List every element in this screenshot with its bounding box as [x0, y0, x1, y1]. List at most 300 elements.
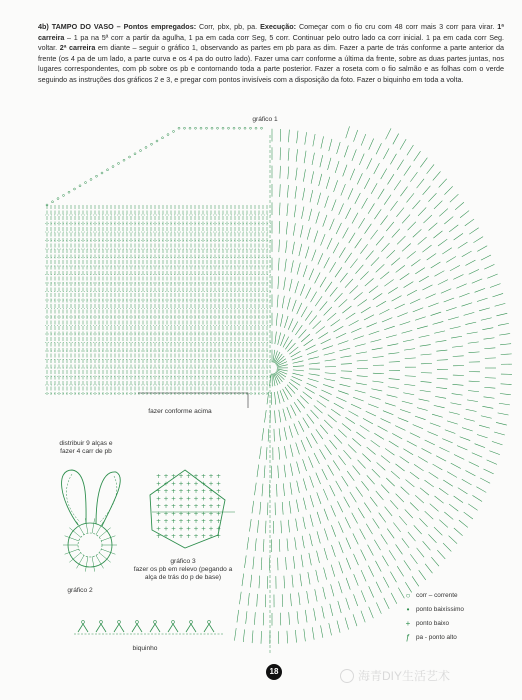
stitch-mark	[264, 465, 265, 478]
watermark	[340, 667, 450, 684]
stitch-mark: +	[171, 488, 177, 495]
stitch-mark	[337, 142, 341, 154]
chain-mark	[151, 143, 153, 145]
chain-mark	[217, 127, 219, 129]
stitch-mark	[431, 557, 439, 566]
chain-mark	[112, 166, 114, 168]
stitch-mark	[433, 464, 443, 470]
stitch-mark	[400, 456, 409, 463]
stitch-mark	[500, 394, 511, 395]
stitch-mark: +	[171, 473, 177, 480]
picot-mark	[204, 624, 214, 632]
stitch-mark	[355, 193, 361, 204]
stitch-mark	[65, 549, 79, 554]
stitch-mark	[348, 444, 356, 452]
stitch-mark	[433, 321, 444, 324]
stitch-mark	[373, 293, 382, 299]
stitch-mark	[472, 495, 482, 501]
stitch-mark	[304, 339, 313, 346]
stitch-mark	[410, 554, 417, 564]
stitch-mark	[279, 447, 280, 460]
stitch-mark	[284, 277, 286, 289]
graph3-label: gráfico 3	[170, 558, 196, 565]
stitch-mark	[307, 414, 314, 424]
stitch-mark	[300, 574, 302, 586]
stitch-mark	[268, 429, 269, 442]
stitch-mark	[259, 576, 260, 589]
chain-mark	[184, 127, 186, 129]
stitch-mark	[435, 340, 446, 342]
stitch-mark	[484, 397, 495, 398]
stitch-mark	[321, 625, 323, 637]
stitch-mark	[410, 433, 420, 438]
stitch-mark	[445, 430, 456, 434]
stitch-mark	[364, 315, 374, 320]
legend-row	[400, 616, 520, 630]
stitch-mark	[372, 348, 383, 350]
stitch-mark	[289, 501, 291, 514]
stitch-mark	[333, 460, 340, 470]
chain-mark	[140, 150, 142, 152]
stitch-mark	[390, 201, 397, 211]
stitch-mark	[296, 168, 298, 181]
stitch-mark	[343, 165, 347, 177]
row2-text: em diante – seguir o gráfico 1, observando as partes em pb para as dim. Fazer a parte de trás conforme a parte anterior da frente (os 4 pa de um lado, a parte curva e os 4 pa do outro lado). Fazer uma carr conforme a última da frente, sobre as duas partes juntas, nos lugares correspondentes, com pb sobre os pb e contornando toda a parte posterior. Fazer a roseta com o fio salmão e as folhas com o verde seguindo as instruções dos gráficos 2 e 3, e pregar com pontos invisíveis com a disposição da foto. Fazer o biquinho em toda a volta.	[38, 43, 504, 84]
stitch-mark	[278, 258, 279, 271]
stitch-mark	[384, 195, 391, 205]
stitch-mark	[455, 202, 464, 210]
stitch-mark	[436, 456, 446, 461]
stitch-mark	[373, 518, 380, 528]
stitch-mark	[305, 246, 309, 258]
stitch-mark	[285, 259, 287, 272]
stitch-mark	[376, 236, 384, 245]
chain-mark	[85, 182, 87, 184]
stitch-mark	[353, 554, 358, 565]
stitch-mark	[274, 392, 275, 405]
chain-mark	[129, 156, 131, 158]
stitch-mark	[417, 326, 428, 329]
stitch-mark	[499, 403, 510, 405]
stitch-mark	[337, 621, 340, 633]
stitch-mark	[315, 272, 321, 283]
stitch-mark	[321, 339, 331, 344]
stitch-mark	[408, 532, 416, 541]
stitch-mark	[447, 421, 458, 424]
stitch-mark	[354, 574, 359, 586]
stitch-mark	[320, 301, 328, 310]
stitch-mark	[434, 527, 442, 535]
stitch-mark	[335, 267, 342, 277]
stitch-mark	[376, 491, 384, 500]
stitch-mark	[315, 296, 322, 306]
stitch-mark	[375, 561, 381, 572]
stitch-mark	[317, 531, 320, 543]
picot-mark	[136, 621, 139, 624]
chain-mark	[134, 153, 136, 155]
stitch-mark: +	[208, 518, 214, 525]
stitch-mark	[351, 404, 361, 409]
stitch-mark	[261, 631, 262, 644]
stitch-mark	[92, 518, 95, 533]
stitch-mark	[371, 440, 380, 447]
stitch-mark	[410, 503, 418, 511]
stitch-mark	[374, 433, 384, 439]
stitch-mark	[293, 556, 294, 569]
stitch-mark	[304, 151, 306, 163]
stitch-mark	[384, 598, 389, 609]
stitch-mark	[448, 317, 459, 320]
stitch-mark	[287, 297, 290, 309]
stitch-mark	[404, 384, 415, 385]
stitch-mark	[301, 334, 310, 342]
stitch-mark	[420, 158, 427, 168]
stitch-mark	[312, 153, 314, 165]
stitch-mark	[331, 409, 340, 416]
chain-mark	[250, 127, 252, 129]
stitch-mark	[305, 311, 312, 321]
stitch-mark	[357, 173, 362, 184]
stitch-mark	[476, 487, 486, 493]
stitch-mark	[354, 594, 358, 606]
stitch-mark	[296, 500, 298, 512]
stitch-mark	[85, 557, 88, 572]
stitch-mark	[340, 273, 347, 282]
stitch-mark	[311, 433, 317, 443]
stitch-mark	[377, 462, 386, 470]
stitch-mark	[374, 163, 380, 174]
stitch-mark	[346, 126, 350, 138]
stitch-mark	[381, 243, 389, 252]
stitch-mark	[243, 629, 244, 642]
stitch-mark	[339, 348, 350, 351]
stitch-mark	[442, 439, 452, 443]
stitch-mark	[423, 215, 431, 223]
stitch-mark	[428, 193, 436, 202]
stitch-mark	[413, 425, 423, 429]
stitch-mark	[345, 417, 355, 423]
stitch-mark	[405, 358, 416, 359]
stitch-mark	[293, 366, 304, 367]
stitch-mark: +	[178, 533, 184, 540]
stitch-mark	[249, 519, 251, 531]
stitch-mark	[363, 418, 373, 423]
stitch-mark	[288, 130, 289, 143]
stitch-mark	[328, 415, 337, 422]
stitch-mark	[477, 246, 487, 252]
stitch-mark	[303, 478, 306, 490]
stitch-mark	[331, 584, 334, 596]
stitch-mark	[311, 292, 317, 302]
stitch-mark	[464, 312, 475, 315]
stitch-mark: +	[216, 533, 222, 540]
stitch-mark	[324, 257, 330, 268]
chain-mark	[57, 198, 59, 200]
stitch-mark: +	[171, 518, 177, 525]
stitch-mark	[370, 396, 381, 399]
stitch-mark	[294, 402, 301, 412]
row1-label: 1ª carreira	[38, 22, 504, 42]
stitch-mark	[414, 464, 423, 470]
stitch-mark	[257, 465, 259, 477]
graph2-diagram	[62, 470, 121, 572]
stitch-mark	[386, 128, 391, 139]
stitch-mark	[441, 289, 451, 294]
stitch-mark	[378, 189, 384, 199]
graph1-diagram	[45, 126, 512, 655]
stitch-mark	[374, 209, 381, 219]
stitch-mark	[465, 260, 475, 265]
stitch-mark	[297, 611, 298, 624]
stitch-mark	[481, 416, 492, 418]
stitch-mark	[346, 578, 350, 590]
stitch-mark	[284, 316, 288, 328]
stitch-mark	[362, 454, 370, 462]
stitch-mark	[397, 160, 403, 170]
stitch-mark: +	[193, 533, 199, 540]
stitch-mark	[338, 521, 343, 532]
stitch-mark	[346, 313, 356, 319]
stitch-mark	[331, 545, 335, 557]
stitch-mark	[444, 186, 452, 194]
stitch-mark	[413, 229, 422, 237]
stitch-mark: +	[178, 510, 184, 518]
stitch-mark: +	[171, 533, 177, 540]
stitch-mark	[364, 503, 371, 513]
stitch-mark	[324, 420, 332, 428]
stitch-mark: +	[201, 510, 207, 518]
stitch-mark	[433, 171, 441, 180]
stitch-mark	[306, 288, 311, 299]
stitch-mark	[279, 428, 280, 441]
stitch-mark	[399, 516, 407, 525]
stitch-mark	[403, 339, 414, 341]
stitch-mark	[402, 330, 413, 333]
stitch-mark: +	[163, 510, 169, 518]
stitch-mark	[358, 299, 367, 306]
stitch-mark: +	[201, 533, 207, 540]
stitch-mark	[307, 383, 317, 387]
stitch-mark	[299, 244, 302, 256]
stitch-mark	[451, 463, 461, 468]
stitch-mark	[303, 392, 312, 399]
stitch-mark	[350, 259, 357, 268]
stitch-mark	[300, 396, 308, 404]
stitch-mark	[368, 404, 378, 408]
stitch-mark: +	[178, 488, 184, 495]
stitch-mark	[407, 193, 415, 202]
stitch-mark	[419, 399, 430, 401]
stitch-mark	[425, 440, 435, 445]
stitch-mark	[501, 384, 512, 385]
stitch-mark	[310, 515, 313, 527]
stitch-mark	[283, 409, 286, 421]
stitch-mark: +	[186, 525, 192, 533]
chain-mark	[74, 188, 76, 190]
stitch-mark	[96, 555, 104, 568]
stitch-mark	[352, 438, 361, 446]
picot-mark	[168, 624, 178, 632]
chain-mark	[173, 130, 175, 132]
picot-mark	[118, 621, 121, 624]
stitch-mark	[442, 248, 452, 254]
chain-mark	[239, 127, 241, 129]
stitch-mark: +	[193, 503, 199, 510]
stitch-mark	[342, 306, 351, 313]
chain-mark	[101, 172, 103, 174]
stitch-mark	[373, 373, 384, 374]
stitch-mark	[303, 418, 309, 428]
stitch-mark	[481, 318, 492, 320]
stitch-mark	[306, 345, 316, 350]
stitch-mark	[247, 537, 249, 549]
legend-row	[400, 630, 520, 644]
stitch-mark	[322, 346, 332, 350]
stitch-mark	[338, 341, 349, 345]
picot-mark	[114, 624, 124, 632]
stitch-mark	[284, 465, 286, 478]
stitch-mark	[353, 336, 364, 340]
stitch-mark	[361, 611, 365, 623]
stitch-mark: +	[216, 503, 222, 510]
stitch-mark	[496, 422, 507, 425]
stitch-mark	[295, 537, 297, 550]
stitch-mark: +	[186, 503, 192, 510]
stitch-mark	[368, 203, 374, 213]
stitch-mark	[437, 360, 448, 361]
stitch-mark	[338, 391, 349, 395]
stitch-mark	[424, 480, 433, 487]
stitch-mark	[434, 405, 445, 407]
stitch-mark	[383, 577, 389, 588]
stitch-mark	[410, 299, 420, 304]
stitch-mark	[436, 387, 447, 388]
stitch-mark	[316, 212, 320, 224]
legend-text: ponto baixo	[416, 619, 450, 627]
stitch-mark: +	[216, 473, 222, 480]
stitch-mark	[356, 352, 367, 354]
stitch-mark	[390, 500, 398, 509]
stitch-mark	[307, 591, 309, 603]
stitch-mark	[362, 198, 368, 209]
stitch-mark	[264, 410, 266, 422]
stitch-mark	[319, 449, 325, 459]
stitch-mark	[444, 217, 453, 224]
stitch-mark	[301, 307, 307, 318]
stitch-mark	[282, 594, 283, 607]
stitch-mark	[423, 541, 431, 550]
stitch-mark	[301, 440, 306, 451]
stitch-mark	[309, 269, 314, 280]
stitch-mark	[325, 360, 336, 361]
page-number: 18	[266, 664, 282, 680]
picot-mark	[150, 624, 160, 632]
stitch-mark	[456, 284, 466, 288]
stitch-mark	[286, 557, 287, 570]
stitch-mark	[402, 401, 413, 404]
stitch-mark	[381, 485, 389, 494]
stitch-mark	[312, 627, 314, 639]
stitch-mark	[351, 328, 361, 333]
chain-mark	[123, 159, 125, 161]
stitch-mark	[434, 331, 445, 333]
stitch-mark: +	[163, 495, 169, 503]
stitch-mark	[370, 497, 377, 507]
stitch-mark	[290, 463, 292, 475]
stitch-mark	[402, 538, 409, 548]
stitch-mark	[261, 557, 262, 570]
stitch-mark	[420, 488, 429, 495]
stitch-mark	[388, 287, 398, 293]
stitch-mark	[310, 476, 314, 488]
stitch-mark	[438, 280, 448, 285]
stitch-mark	[387, 344, 398, 346]
stitch-mark	[371, 257, 379, 265]
stitch-mark	[407, 290, 417, 295]
stitch-mark	[417, 548, 424, 557]
leaf-loop	[100, 476, 117, 522]
stitch-mark	[383, 411, 393, 415]
stitch-mark	[292, 300, 296, 312]
stitch-mark	[429, 472, 439, 478]
stitch-mark: +	[186, 480, 192, 488]
stitch-mark: +	[201, 488, 207, 495]
stitch-mark	[246, 611, 247, 624]
stitch-mark	[308, 456, 313, 467]
legend-text: pa - ponto alto	[416, 633, 457, 641]
stitch-mark	[396, 208, 404, 217]
biquinho-diagram	[74, 621, 224, 634]
stitch-mark: +	[186, 488, 192, 495]
stitch-mark	[400, 321, 411, 325]
stitch-mark	[329, 440, 336, 449]
stitch-mark	[435, 396, 446, 398]
stitch-mark	[263, 539, 264, 552]
stitch-mark	[335, 161, 339, 173]
stitch-mark	[343, 228, 349, 239]
stitch-mark: +	[186, 518, 192, 525]
stitch-mark	[374, 540, 380, 550]
stitch-mark	[310, 190, 313, 202]
stitch-mark	[454, 496, 463, 503]
picot-mark	[172, 621, 175, 624]
stitch-mark	[242, 574, 244, 586]
chain-dot-icon: ○	[405, 590, 411, 600]
stitch-mark	[381, 456, 390, 463]
chain-mark	[244, 127, 246, 129]
stitch-mark	[340, 384, 351, 387]
stitch-mark	[366, 411, 376, 416]
stitch-mark: +	[193, 510, 199, 518]
stitch-mark	[286, 240, 287, 253]
stitch-mark	[450, 327, 461, 329]
stitch-mark	[320, 425, 328, 434]
stitch-mark	[404, 166, 411, 176]
stitch-mark	[297, 303, 302, 314]
stitch-mark	[417, 179, 424, 188]
stitch-mark	[77, 522, 85, 535]
stitch-mark	[289, 426, 293, 438]
stitch-mark	[318, 332, 328, 338]
stitch-mark	[290, 482, 292, 494]
stitch-mark	[452, 384, 463, 385]
stitch-mark	[498, 413, 509, 415]
stitch-mark	[468, 390, 479, 391]
row1-text: – 1 pa na 5ª corr a partir da agulha, 1 pa em cada corr Seg, 5 corr. Continuar pelo outro lado ca corr inicial. 1 pa em cada corr Seg. voltar.	[38, 32, 504, 53]
stitch-mark	[395, 304, 405, 309]
stitch-mark: +	[163, 488, 169, 495]
stitch-mark	[464, 512, 473, 519]
